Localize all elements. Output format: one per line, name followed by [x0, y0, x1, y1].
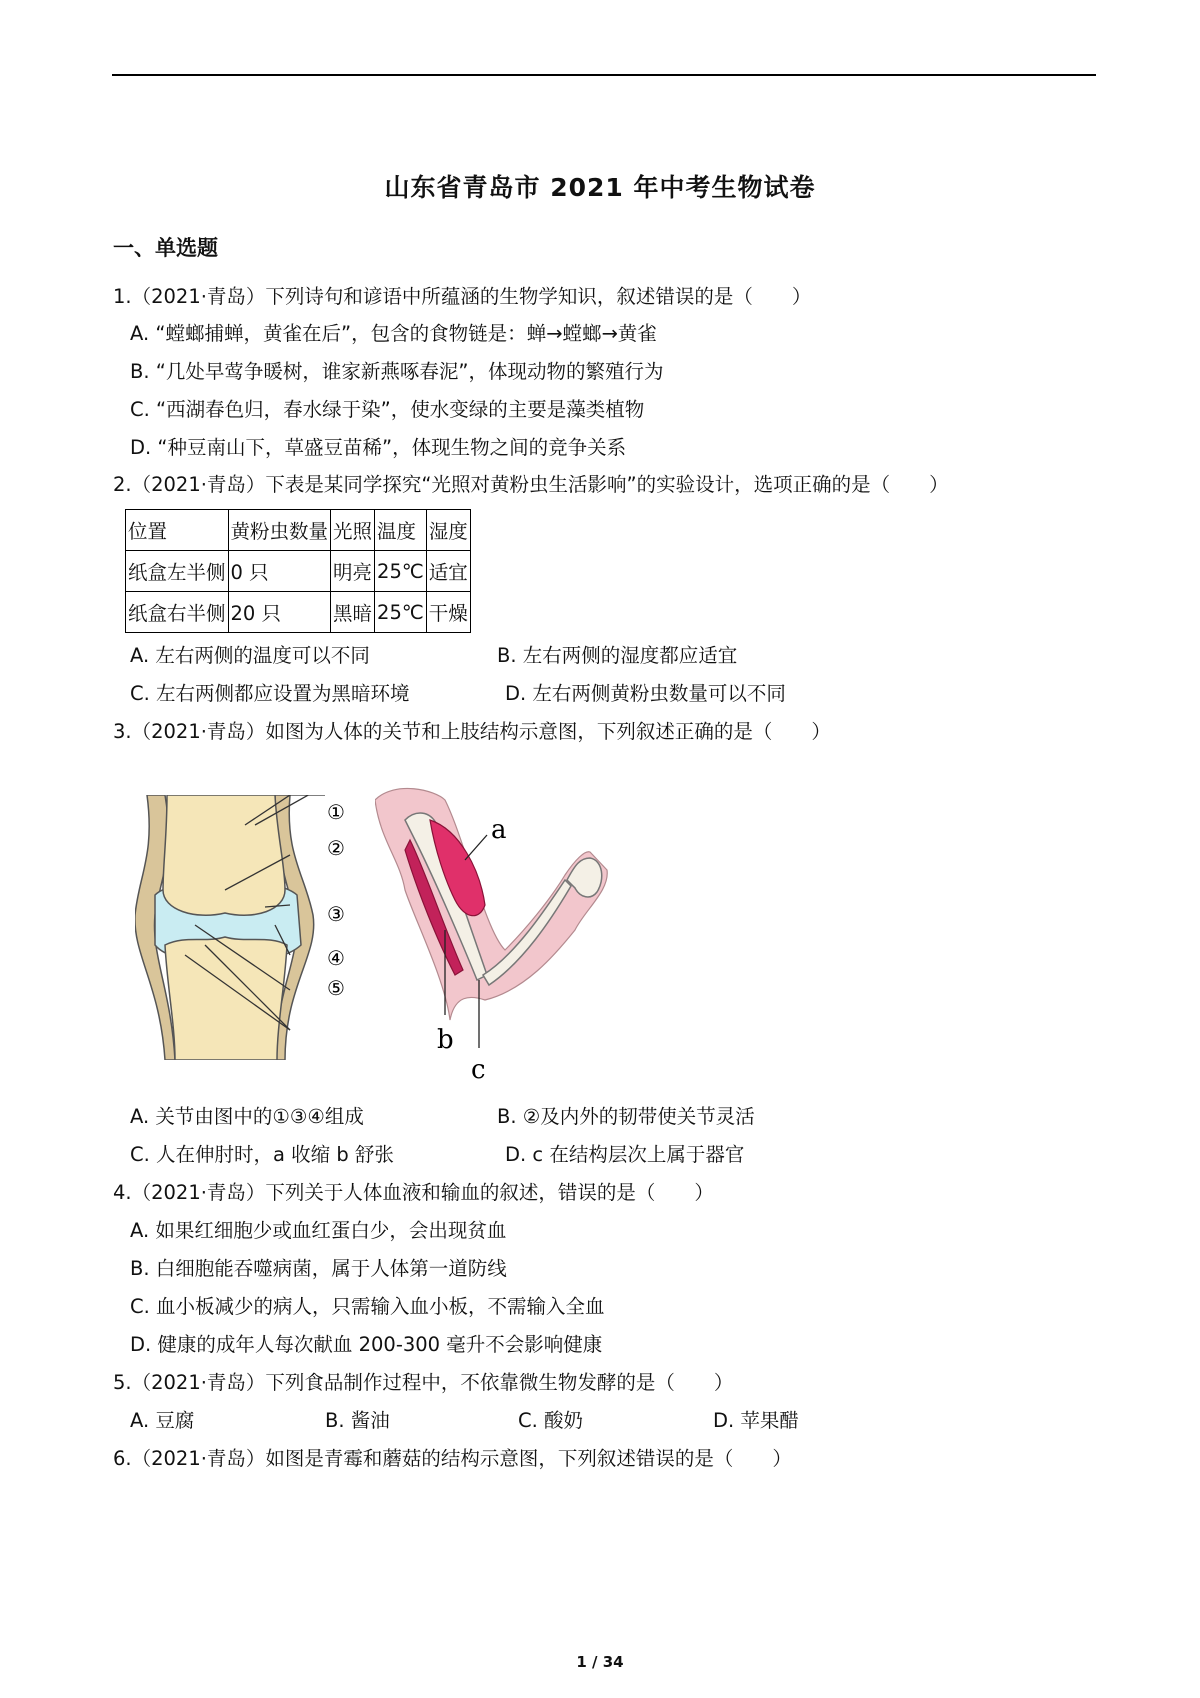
figure-label-1: ① [327, 800, 345, 824]
question-1-stem: 1.（2021·青岛）下列诗句和谚语中所蕴涵的生物学知识，叙述错误的是（ ） [113, 285, 812, 308]
question-5-stem: 5.（2021·青岛）下列食品制作过程中，不依靠微生物发酵的是（ ） [113, 1371, 734, 1394]
table-header-cell: 光照 [331, 510, 375, 551]
question-2-option-d[interactable]: D. 左右两侧黄粉虫数量可以不同 [505, 682, 786, 705]
table-cell: 20 只 [228, 592, 331, 633]
figure-label-3: ③ [327, 902, 345, 926]
question-2-option-c[interactable]: C. 左右两侧都应设置为黑暗环境 [130, 682, 410, 705]
section-heading: 一、单选题 [113, 236, 218, 260]
header-rule [112, 74, 1096, 76]
question-4-option-c[interactable]: C. 血小板减少的病人，只需输入血小板，不需输入全血 [130, 1295, 605, 1318]
question-3-option-d[interactable]: D. c 在结构层次上属于器官 [505, 1143, 745, 1166]
page-title: 山东省青岛市 2021 年中考生物试卷 [384, 173, 816, 202]
question-1-option-c[interactable]: C. “西湖春色归，春水绿于染”，使水变绿的主要是藻类植物 [130, 398, 645, 421]
upper-bone [163, 795, 285, 915]
table-row [126, 592, 471, 633]
joint-diagram [135, 795, 380, 1060]
table-header-row [126, 510, 471, 551]
question-1-option-b[interactable]: B. “几处早莺争暖树，谁家新燕啄春泥”，体现动物的繁殖行为 [130, 360, 664, 383]
question-2-option-b[interactable]: B. 左右两侧的湿度都应适宜 [497, 644, 738, 667]
table-cell: 明亮 [331, 551, 375, 592]
question-4-option-d[interactable]: D. 健康的成年人每次献血 200-300 毫升不会影响健康 [130, 1333, 603, 1356]
page-number: 1 / 34 [576, 1653, 624, 1671]
figure-label-4: ④ [327, 946, 345, 970]
question-5-option-b[interactable]: B. 酱油 [325, 1409, 390, 1432]
table-row [126, 551, 471, 592]
table-header-cell: 温度 [375, 510, 427, 551]
table-cell: 25℃ [375, 551, 427, 592]
question-4-stem: 4.（2021·青岛）下列关于人体血液和输血的叙述，错误的是（ ） [113, 1181, 714, 1204]
table-header-cell: 位置 [126, 510, 229, 551]
figure-label-c: c [471, 1055, 486, 1080]
table-cell: 25℃ [375, 592, 427, 633]
arm-diagram [375, 780, 615, 1080]
question-1-option-d[interactable]: D. “种豆南山下，草盛豆苗稀”，体现生物之间的竞争关系 [130, 436, 627, 459]
question-2-option-a[interactable]: A. 左右两侧的温度可以不同 [130, 644, 370, 667]
table-cell: 纸盒左半侧 [126, 551, 229, 592]
figure-label-a: a [491, 815, 507, 845]
question-4-option-b[interactable]: B. 白细胞能吞噬病菌，属于人体第一道防线 [130, 1257, 507, 1280]
table-cell: 黑暗 [331, 592, 375, 633]
table-header-cell: 湿度 [426, 510, 470, 551]
question-6-stem: 6.（2021·青岛）如图是青霉和蘑菇的结构示意图，下列叙述错误的是（ ） [113, 1447, 792, 1470]
experiment-table [125, 509, 471, 633]
table-cell: 0 只 [228, 551, 331, 592]
table-cell: 适宜 [426, 551, 470, 592]
figure-label-b: b [437, 1025, 454, 1055]
table-header-cell: 黄粉虫数量 [228, 510, 331, 551]
question-4-option-a[interactable]: A. 如果红细胞少或血红蛋白少，会出现贫血 [130, 1219, 507, 1242]
question-5-option-c[interactable]: C. 酸奶 [518, 1409, 584, 1432]
question-1-option-a[interactable]: A. “螳螂捕蝉，黄雀在后”，包含的食物链是：蝉→螳螂→黄雀 [130, 322, 657, 345]
figure-label-5: ⑤ [327, 976, 345, 1000]
question-3-stem: 3.（2021·青岛）如图为人体的关节和上肢结构示意图，下列叙述正确的是（ ） [113, 720, 831, 743]
question-5-option-a[interactable]: A. 豆腐 [130, 1409, 195, 1432]
leader-line [465, 835, 487, 860]
table-cell: 纸盒右半侧 [126, 592, 229, 633]
question-5-option-d[interactable]: D. 苹果醋 [713, 1409, 799, 1432]
question-3-option-a[interactable]: A. 关节由图中的①③④组成 [130, 1105, 364, 1128]
figure-label-2: ② [327, 836, 345, 860]
question-3-option-b[interactable]: B. ②及内外的韧带使关节灵活 [497, 1105, 755, 1128]
question-2-stem: 2.（2021·青岛）下表是某同学探究“光照对黄粉虫生活影响”的实验设计，选项正确的是（ ） [113, 473, 949, 496]
question-3-option-c[interactable]: C. 人在伸肘时，a 收缩 b 舒张 [130, 1143, 394, 1166]
table-cell: 干燥 [426, 592, 470, 633]
lower-bone [165, 937, 287, 1060]
